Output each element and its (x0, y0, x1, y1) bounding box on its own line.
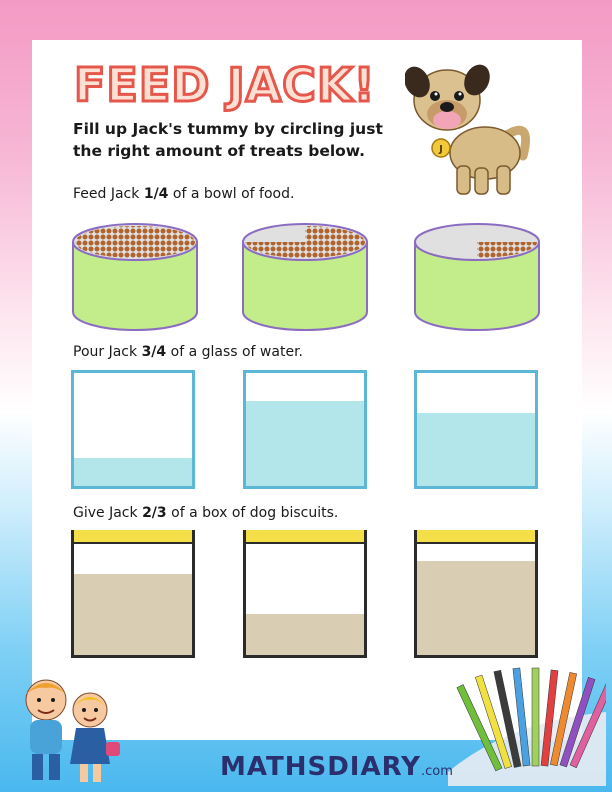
brand-name: MATHSDIARY (220, 752, 422, 782)
biscuits-fill (74, 574, 192, 655)
dog-tag-letter: J (439, 144, 443, 155)
glass-option-3[interactable] (414, 370, 538, 489)
bowl-option-3[interactable] (412, 210, 542, 338)
box-option-2[interactable] (243, 530, 367, 658)
dog-jack-illustration (405, 58, 540, 198)
bowl-option-1[interactable] (70, 210, 200, 338)
question-2-pre: Pour Jack (73, 344, 142, 360)
biscuits-fill (246, 614, 364, 655)
water-fill (246, 401, 364, 486)
treats-fill (75, 226, 195, 258)
question-3-pre: Give Jack (73, 505, 143, 521)
question-3 (73, 505, 338, 521)
instruction-text: Fill up Jack's tummy by circling just the right amount of treats below. (73, 120, 383, 160)
worksheet-title: FEED JACK! (74, 58, 376, 112)
question-2 (73, 344, 303, 360)
glass-option-1[interactable] (71, 370, 195, 489)
question-3-post: of a box of dog biscuits. (166, 505, 339, 521)
box-lid (246, 530, 364, 544)
bowl-option-2[interactable] (240, 210, 370, 338)
colored-pencils-illustration (448, 662, 606, 786)
question-1-post: of a bowl of food. (168, 186, 295, 202)
brand-suffix: .com (421, 764, 453, 779)
water-fill (417, 413, 535, 486)
box-lid (74, 530, 192, 544)
question-2-post: of a glass of water. (166, 344, 303, 360)
question-1-pre: Feed Jack (73, 186, 144, 202)
mathsdiary-logo[interactable] (220, 752, 453, 782)
box-option-1[interactable] (71, 530, 195, 658)
water-fill (74, 458, 192, 486)
box-lid (417, 530, 535, 544)
question-1-fraction: 1/4 (143, 186, 169, 202)
question-2-fraction: 3/4 (141, 344, 167, 360)
biscuits-fill (417, 561, 535, 655)
question-1 (73, 186, 294, 202)
glass-option-2[interactable] (243, 370, 367, 489)
kids-illustration (8, 672, 128, 787)
box-option-3[interactable] (414, 530, 538, 658)
question-3-fraction: 2/3 (142, 505, 167, 521)
